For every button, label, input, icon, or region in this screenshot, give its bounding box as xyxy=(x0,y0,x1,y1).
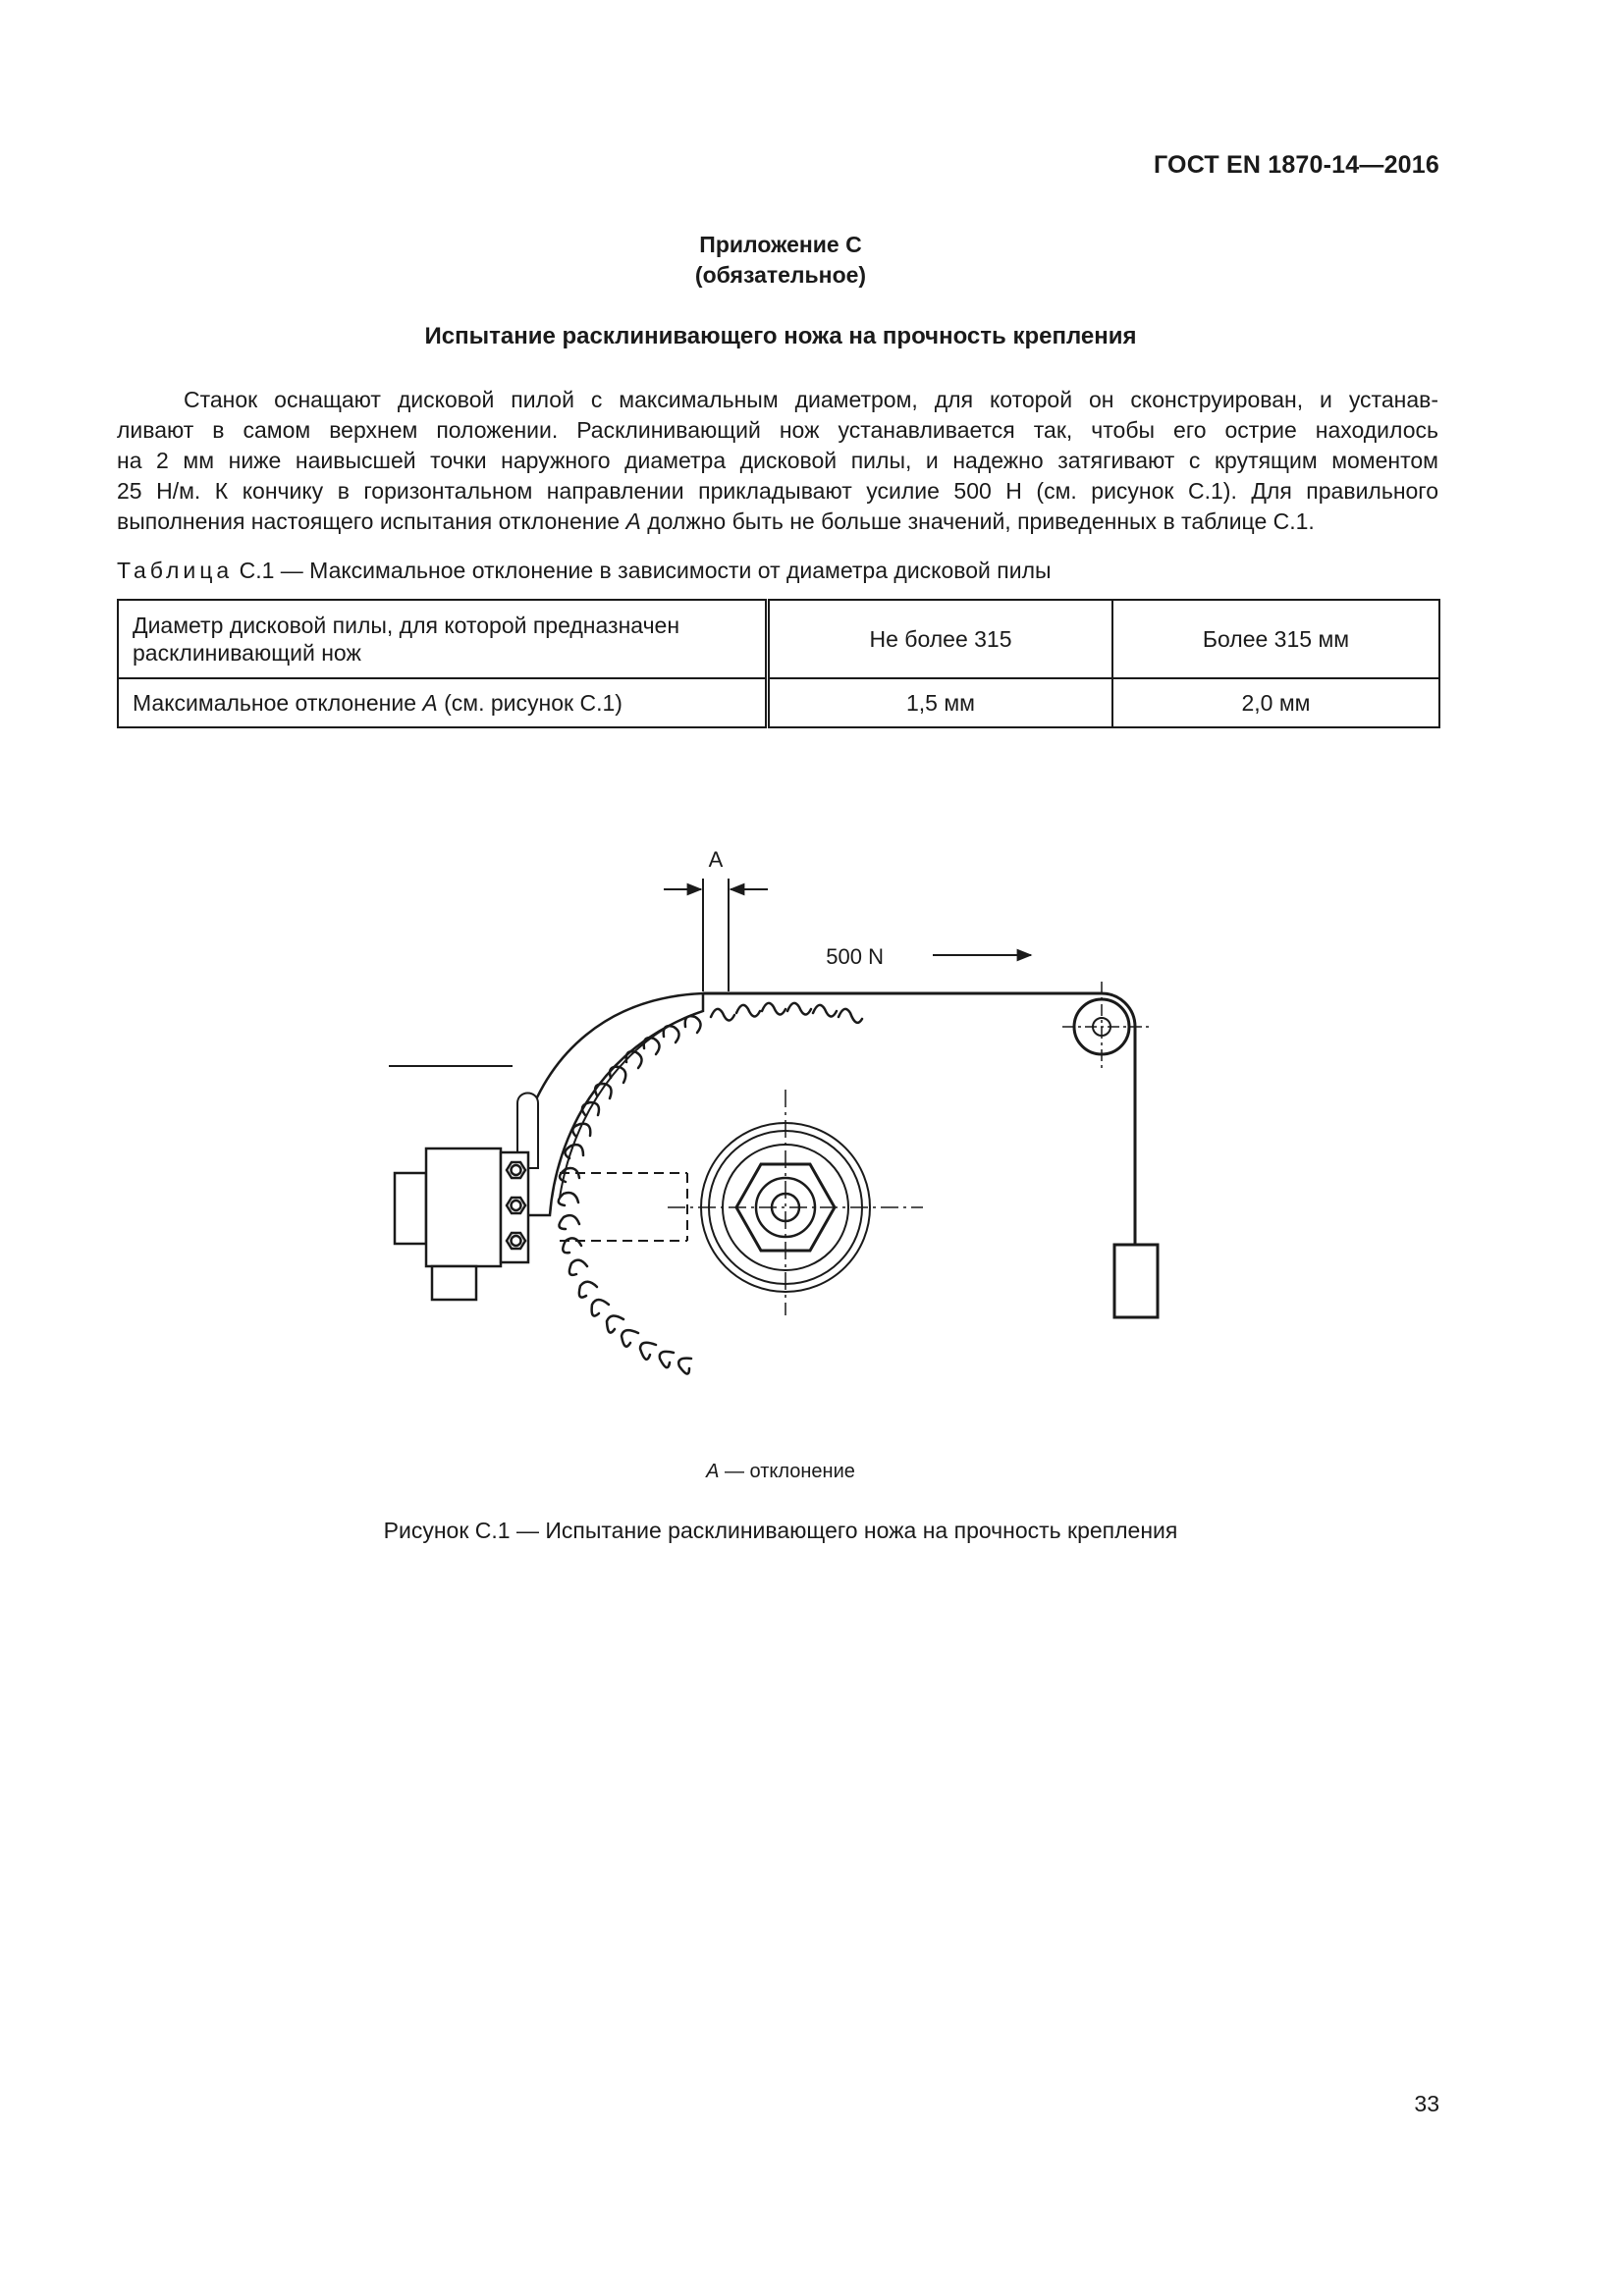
page-number: 33 xyxy=(1414,2091,1439,2116)
deflection-table xyxy=(117,599,1440,728)
section-title: Испытание расклинивающего ножа на прочность крепления xyxy=(424,323,1137,349)
figure-legend: А — отклонение xyxy=(706,1461,855,1482)
paragraph-line: на 2 мм ниже наивысшей точки наружного диаметра дисковой пилы, и надежно затягивают с крутящим моментом xyxy=(117,448,1438,473)
riving-knife xyxy=(522,993,703,1215)
document-id: ГОСТ EN 1870-14—2016 xyxy=(1154,151,1439,179)
table-cell: 1,5 мм xyxy=(768,678,1113,727)
table-row xyxy=(118,678,1439,727)
figure-c1-diagram xyxy=(373,825,1257,1423)
table-caption-word: Таблица xyxy=(117,558,234,583)
table-row xyxy=(118,600,1439,678)
paragraph-line: 25 Н/м. К кончику в горизонтальном направлении прикладывают усилие 500 Н (см. рисунок С.1). Для правильного xyxy=(117,478,1438,504)
clamp-bolts xyxy=(507,1162,525,1249)
test-weight xyxy=(1114,1245,1158,1317)
table-cell: 2,0 мм xyxy=(1112,678,1439,727)
annex-status: (обязательное) xyxy=(694,262,867,288)
deflection-dimension xyxy=(664,879,768,991)
paragraph-line: Станок оснащают дисковой пилой с максимальным диаметром, для которой он сконструирован, и устанав- xyxy=(184,387,1438,412)
table-cell: Более 315 мм xyxy=(1112,600,1439,678)
label-a: A xyxy=(708,847,724,872)
table-cell: Диаметр дисковой пилы, для которой предназначен расклинивающий нож xyxy=(118,600,768,678)
annex-heading xyxy=(0,230,1561,291)
table-caption xyxy=(117,558,1052,584)
figure-caption: Рисунок С.1 — Испытание расклинивающего ножа на прочность крепления xyxy=(383,1518,1178,1543)
paragraph-line: выполнения настоящего испытания отклонение А должно быть не больше значений, приведенных в таблице С.1. xyxy=(117,508,1315,534)
table-cell: Не более 315 xyxy=(768,600,1113,678)
force-label: 500 N xyxy=(826,944,884,969)
table-cell: Максимальное отклонение А (см. рисунок С.1) xyxy=(118,678,768,727)
annex-title: Приложение С xyxy=(699,232,862,257)
paragraph-line: ливают в самом верхнем положении. Расклинивающий нож устанавливается так, чтобы его острие находилось xyxy=(117,417,1438,443)
table-caption-text: С.1 — Максимальное отклонение в зависимости от диаметра дисковой пилы xyxy=(233,558,1052,583)
body-paragraph xyxy=(117,385,1438,537)
